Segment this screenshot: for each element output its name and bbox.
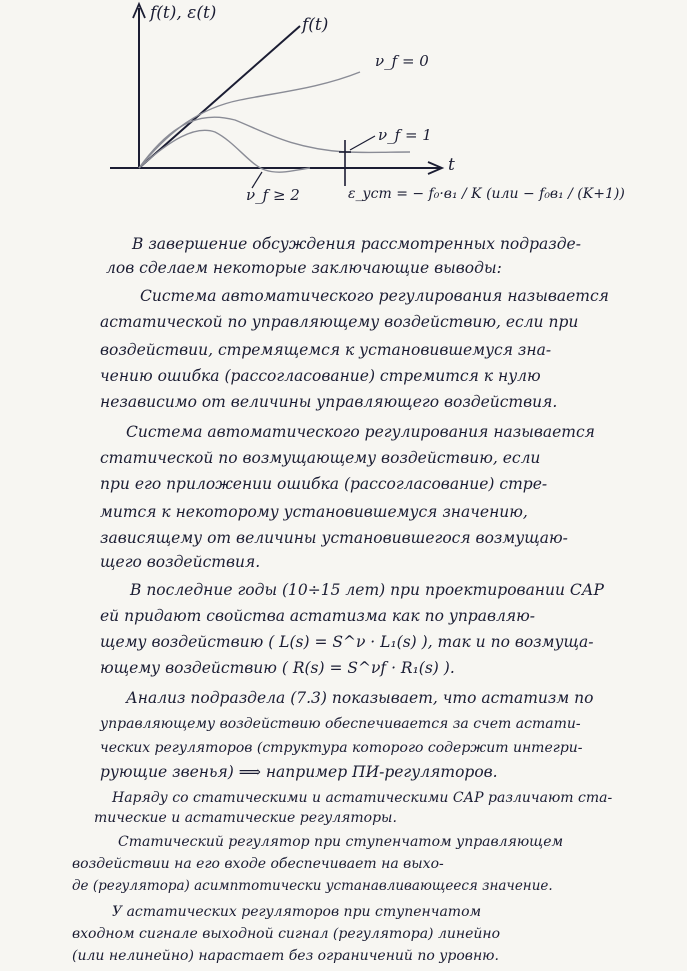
text-line-21: рующие звенья) ⟹ например ПИ-регуляторов. xyxy=(100,763,498,781)
text-line-18: Анализ подраздела (7.3) показывает, что астатизм по xyxy=(126,689,594,707)
text-line-26: де (регулятора) асимптотически устанавливающееся значение. xyxy=(72,878,553,894)
curve-nu-0-label: ν_f = 0 xyxy=(375,52,429,70)
text-line-16: щему воздействию ( L(s) = S^ν · L₁(s) ), так и по возмуща- xyxy=(100,633,594,651)
curve-nu-1 xyxy=(139,117,410,168)
text-line-27: У астатических регуляторов при ступенчатом xyxy=(112,904,482,920)
text-line-15: ей придают свойства астатизма как по управляю- xyxy=(100,607,535,625)
ramp-line xyxy=(139,26,300,168)
text-line-3: Система автоматического регулирования называется xyxy=(140,287,609,305)
text-line-2: лов сделаем некоторые заключающие выводы: xyxy=(106,259,502,277)
text-line-8: Система автоматического регулирования называется xyxy=(126,423,595,441)
y-axis-label: f(t), ε(t) xyxy=(150,3,217,23)
text-line-4: астатической по управляющему воздействию, если при xyxy=(100,313,579,331)
text-line-24: Статический регулятор при ступенчатом управляющем xyxy=(118,834,564,850)
text-line-19: управляющему воздействию обеспечивается за счет астати- xyxy=(100,716,581,732)
curve-nu-1-label: ν_f = 1 xyxy=(378,126,432,144)
text-line-13: щего воздействия. xyxy=(100,553,261,571)
text-line-5: воздействии, стремящемся к установившемуся зна- xyxy=(100,341,552,359)
text-line-20: ческих регуляторов (структура которого содержит интегри- xyxy=(100,740,583,756)
text-line-11: мится к некоторому установившемуся значению, xyxy=(100,503,528,521)
text-line-6: чению ошибка (рассогласование) стремится к нулю xyxy=(100,367,541,385)
text-line-23: тические и астатические регуляторы. xyxy=(94,810,397,826)
error-response-graph xyxy=(0,0,687,240)
text-line-10: при его приложении ошибка (рассогласование) стре- xyxy=(100,475,548,493)
x-axis-label: t xyxy=(448,155,455,175)
text-line-22: Наряду со статическими и астатическими САР различают ста- xyxy=(112,790,613,806)
ramp-label: f(t) xyxy=(302,15,329,35)
text-line-28: входном сигнале выходной сигнал (регулятора) линейно xyxy=(72,926,501,942)
curve-nu-2 xyxy=(139,130,310,172)
steady-error-formula: ε_уст = − f₀·в₁ / K (или − f₀в₁ / (K+1)) xyxy=(348,186,625,202)
nu1-pointer xyxy=(350,136,375,150)
text-line-7: независимо от величины управляющего воздействия. xyxy=(100,393,558,411)
text-line-12: зависящему от величины установившегося возмущаю- xyxy=(100,529,568,547)
text-line-17: ющему воздействию ( R(s) = S^νf · R₁(s) ). xyxy=(100,659,455,677)
curve-nu-2-label: ν_f ≥ 2 xyxy=(246,186,300,204)
text-line-1: В завершение обсуждения рассмотренных подразде- xyxy=(132,235,581,253)
curve-nu-0 xyxy=(139,72,360,168)
text-line-14: В последние годы (10÷15 лет) при проектировании САР xyxy=(130,581,604,599)
text-line-29: (или нелинейно) нарастает без ограничений по уровню. xyxy=(72,948,499,964)
text-line-25: воздействии на его входе обеспечивает на выхо- xyxy=(72,856,444,872)
text-line-9: статической по возмущающему воздействию, если xyxy=(100,449,541,467)
